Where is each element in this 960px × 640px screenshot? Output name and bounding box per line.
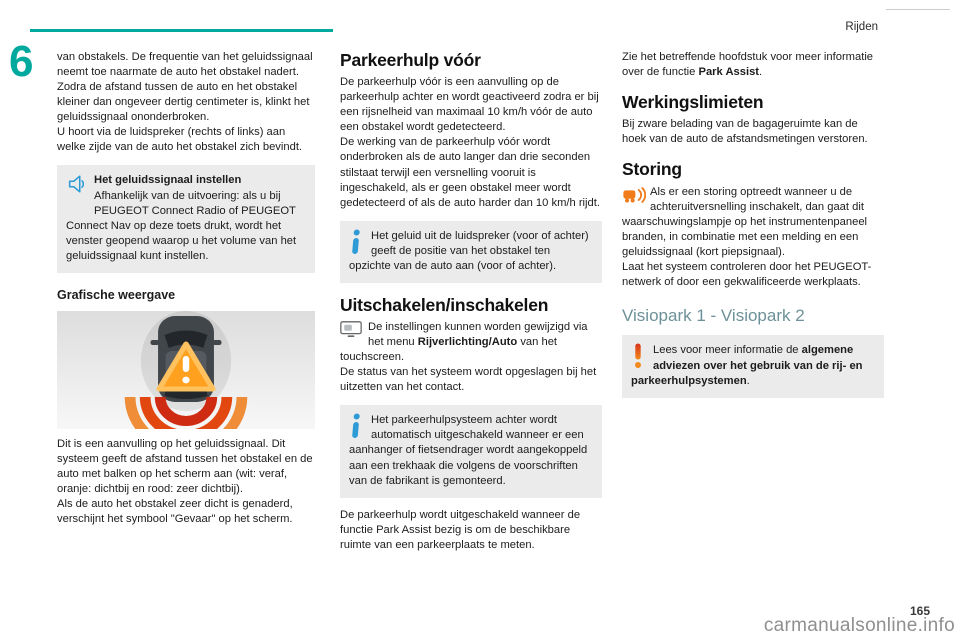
paragraph: U hoort via de luidspreker (rechts of links) aan welke zijde van de auto het obstakel zich bevindt. bbox=[57, 126, 303, 154]
paragraph: De werking van de parkeerhulp vóór wordt onderbroken als de auto langer dan drie seconden stilstaat terwijl een versnelling vooruit is ingeschakeld, als er geen obstakel meer wordt gedetecteerd of als de auto harder dan 10 km/h rijdt. bbox=[340, 136, 600, 209]
info-box-body: Afhankelijk van de uitvoering: als u bij PEUGEOT Connect Radio of PEUGEOT Connect Nav op deze toets drukt, wordt het venster geopend waarop u het volume van het geluidssignaal kunt instellen. bbox=[66, 189, 297, 262]
header-accent-rule bbox=[30, 29, 333, 32]
settings-paragraph bbox=[340, 320, 602, 365]
paragraph: De parkeerhulp wordt uitgeschakeld wanneer de functie Park Assist bezig is om de beschikbare ruimte van een parkeerplaats te meten. bbox=[340, 508, 581, 551]
paragraph: Bij zware belading van de bagageruimte kan de hoek van de auto de afstandsmetingen verstoren. bbox=[622, 118, 868, 146]
info-box-body: Het parkeerhulpsysteem achter wordt automatisch uitgeschakeld wanneer er een aanhanger of fietsendrager wordt aangekoppeld aan een trekhaak die volgens de voorschriften van de fabrikant is gemonteerd. bbox=[349, 414, 588, 487]
paragraph bbox=[622, 50, 884, 80]
info-box-speaker-position bbox=[340, 221, 602, 283]
text-run: Zie het betreffende hoofdstuk voor meer informatie over de functie bbox=[622, 51, 874, 79]
heading-werkingslimieten: Werkingslimieten bbox=[622, 92, 764, 113]
paragraph: van obstakels. De frequentie van het geluidssignaal neemt toe naarmate de auto het obstakel nadert. bbox=[57, 51, 313, 79]
paragraph: De status van het systeem wordt opgeslagen bij het uitzetten van het contact. bbox=[340, 366, 597, 394]
subheading-grafische-weergave: Grafische weergave bbox=[57, 287, 176, 302]
paragraph: Laat het systeem controleren door het PEUGEOT-netwerk of door een gekwalificeerde werkplaats. bbox=[622, 260, 872, 288]
info-icon bbox=[349, 229, 365, 258]
info-box-body: Het geluid uit de luidspreker (voor of achter) geeft de positie van het obstakel ten opzichte van de auto aan (voor of achter). bbox=[349, 229, 589, 272]
warning-exclamation-icon bbox=[631, 343, 647, 372]
malfunction-warning-icon bbox=[622, 185, 644, 214]
watermark: carmanualsonline.info bbox=[763, 615, 955, 636]
text-run: van het touchscreen. bbox=[340, 336, 558, 364]
text-run: . bbox=[759, 66, 763, 79]
column-middle bbox=[340, 50, 602, 553]
speaker-icon bbox=[66, 173, 88, 217]
text-run: De instellingen kunnen worden gewijzigd via het menu bbox=[368, 321, 588, 349]
parking-distance-graphic bbox=[57, 311, 315, 429]
fault-paragraph bbox=[622, 185, 884, 260]
menu-name-text: Rijverlichting/Auto bbox=[417, 336, 518, 349]
info-box-sound-setting bbox=[57, 165, 315, 272]
paragraph: Dit is een aanvulling op het geluidssignaal. Dit systeem geeft de afstand tussen het obstakel en de auto met balken op het scherm aan (wit: veraf, oranje: dichtbij en rood: zeer dichtbij). bbox=[57, 437, 313, 495]
column-left bbox=[57, 50, 315, 527]
info-icon bbox=[349, 413, 365, 442]
running-header: Rijden bbox=[845, 21, 878, 33]
park-assist-text: Park Assist bbox=[698, 66, 760, 79]
paragraph: Zodra de afstand tussen de auto en het obstakel kleiner dan ongeveer dertig centimeter is, klinkt het geluidssignaal ononderbroken. bbox=[57, 81, 310, 124]
page-number: 165 bbox=[909, 604, 930, 618]
touchscreen-button-icon bbox=[340, 320, 362, 349]
heading-storing: Storing bbox=[622, 159, 682, 180]
column-right bbox=[622, 50, 884, 408]
text-run: Als er een storing optreedt wanneer u de achteruitversnelling inschakelt, dan gaat dit waarschuwingslampje op het instrumentenpaneel branden, in combinatie met een melding en een geluidssignaal (kort piepsignaal). bbox=[622, 185, 868, 258]
corner-rule bbox=[886, 9, 950, 10]
heading-parkeerhulp-voor: Parkeerhulp vóór bbox=[340, 50, 481, 70]
text-run: Lees voor meer informatie de bbox=[653, 344, 802, 357]
advice-bold-text: algemene adviezen over het gebruik van de rij- en parkeerhulpsystemen bbox=[631, 344, 863, 387]
paragraph: Als de auto het obstakel zeer dicht is genaderd, verschijnt het symbool "Gevaar" op het scherm. bbox=[57, 497, 293, 525]
parking-graphic-illustration bbox=[57, 311, 315, 429]
text-run: . bbox=[746, 374, 750, 387]
chapter-number: 6 bbox=[9, 37, 34, 86]
info-box-trailer bbox=[340, 405, 602, 497]
heading-visiopark: Visiopark 1 - Visiopark 2 bbox=[622, 305, 805, 325]
heading-uitschakelen-inschakelen: Uitschakelen/inschakelen bbox=[340, 294, 549, 315]
info-box-title: Het geluidssignaal instellen bbox=[94, 174, 242, 187]
advice-box bbox=[622, 335, 884, 397]
paragraph: De parkeerhulp vóór is een aanvulling op de parkeerhulp achter en wordt geactiveerd zodra er bij een rijsnelheid van maximaal 10 km/h vóór de auto een obstakel wordt gedetecteerd. bbox=[340, 76, 599, 134]
